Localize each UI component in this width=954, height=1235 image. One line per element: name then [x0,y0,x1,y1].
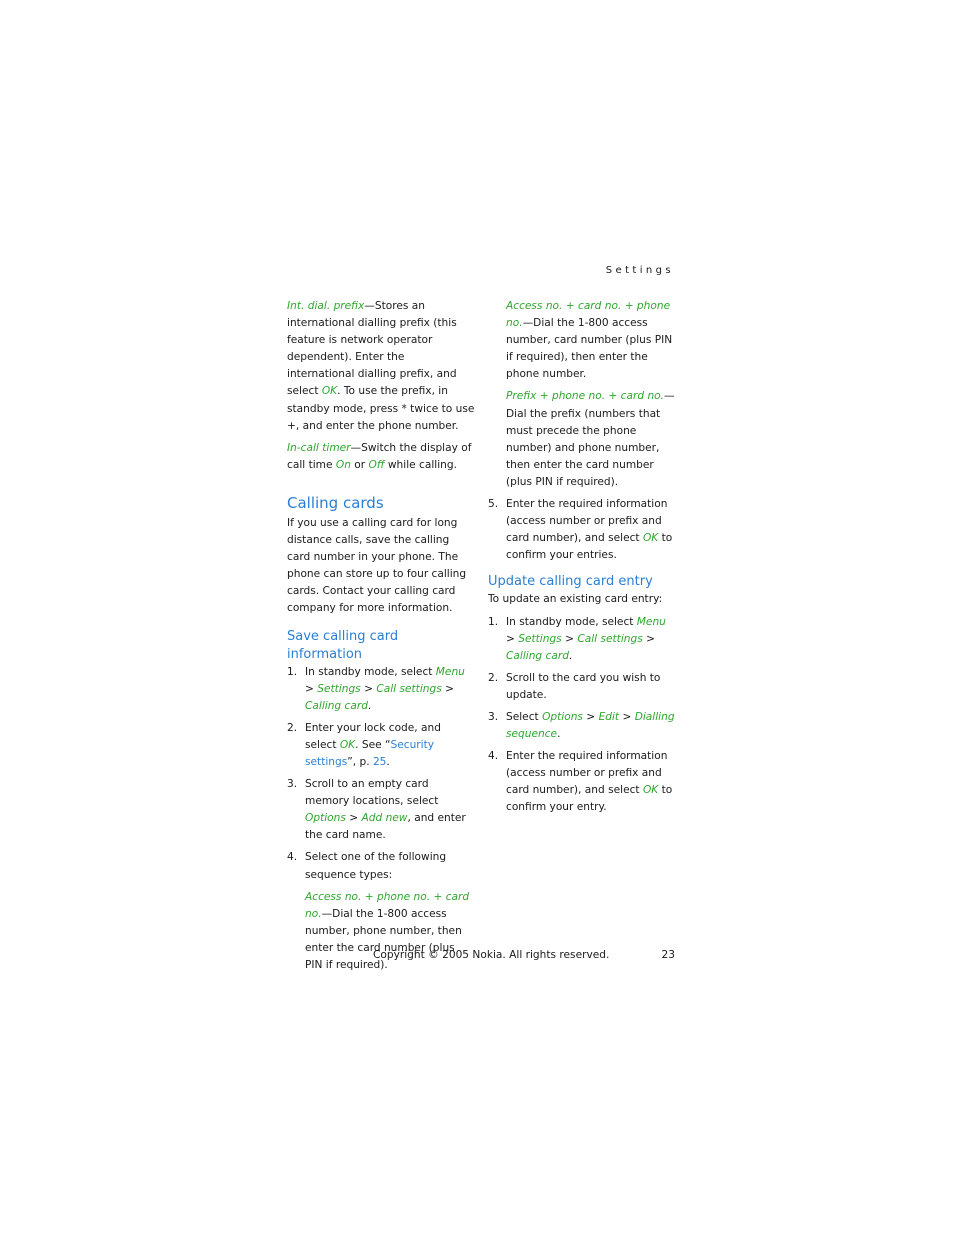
calling-cards-text: If you use a calling card for long distance calls, save the calling card number in your phone. The phone can store up to four calling cards. Contact your calling card company for more information. [287,516,467,615]
off-option: Off [368,458,385,471]
options-option: Options [305,812,346,825]
save-step-3: 3. Scroll to an empty card memory locations, select Options > Add new, and enter the card name. [287,778,466,842]
sequence-type-1: Access no. + phone no. + card no.—Dial the 1-800 access number, phone number, then enter the card number (plus PIN if required). [305,890,470,971]
save-step-4: 4. Select one of the following sequence types: [287,851,447,881]
update-calling-card-heading: Update calling card entry [488,574,653,590]
ok-option: OK [642,784,659,797]
page-number: 23 [661,949,675,961]
add-new-option: Add new [361,812,408,825]
sequence-1-term: Access no. + phone no. + card no. [305,890,470,920]
left-column [287,298,475,974]
on-option: On [335,458,351,471]
sequence-2-term: Access no. + card no. + phone no. [506,300,671,330]
copyright-notice: Copyright © 2005 Nokia. All rights reserved. [373,949,610,961]
ok-option: OK [339,738,356,751]
save-step-2: 2. Enter your lock code, and select OK. See “Security settings”, p. 25. [287,721,441,768]
settings-option: Settings [518,632,562,645]
calling-card-option: Calling card [305,699,368,712]
security-settings-link[interactable]: Security settings [305,738,435,768]
save-calling-card-heading: Save calling card information [287,628,399,662]
sequence-3-term: Prefix + phone no. + card no. [506,390,665,403]
update-step-1: 1. In standby mode, select Menu > Settings > Call settings > Calling card. [488,615,666,662]
running-head: Settings [605,265,674,276]
dialling-sequence-option: Dialling sequence [506,710,675,741]
call-settings-option: Call settings [577,632,643,645]
menu-option: Menu [636,615,666,628]
in-call-timer-term: In-call timer [287,441,351,454]
sequence-type-2: Access no. + card no. + phone no.—Dial the 1-800 access number, card number (plus PIN if required), then enter the phone number. [506,300,673,381]
int-dial-prefix-term: Int. dial. prefix [287,300,365,312]
update-step-2: 2. Scroll to the card you wish to update. [488,671,661,701]
page-25-link[interactable]: 25 [372,755,387,768]
calling-card-option: Calling card [506,649,569,662]
save-step-1: 1. In standby mode, select Menu > Settings > Call settings > Calling card. [287,665,465,712]
update-step-3: 3. Select Options > Edit > Dialling sequence. [488,710,675,741]
call-settings-option: Call settings [376,682,442,695]
in-call-timer-paragraph: In-call timer—Switch the display of call time On or Off while calling. [287,441,472,471]
ok-option: OK [321,385,338,398]
edit-option: Edit [598,710,620,723]
save-step-5: 5. Enter the required information (access number or prefix and card number), and select OK to confirm your entries. [488,498,673,562]
options-option: Options [542,710,583,723]
update-step-4: 4. Enter the required information (access number or prefix and card number), and select OK to confirm your entry. [488,750,673,814]
calling-cards-heading: Calling cards [287,493,384,512]
update-intro: To update an existing card entry: [488,593,663,606]
sequence-type-3: Prefix + phone no. + card no.—Dial the prefix (numbers that must precede the phone number) and phone number, then enter the card number (plus PIN if required). [506,390,675,488]
settings-option: Settings [317,682,361,695]
menu-option: Menu [435,665,465,678]
ok-option: OK [642,532,659,545]
right-column [488,298,678,817]
int-dial-prefix-paragraph: Int. dial. prefix—Stores an international dialling prefix (this feature is network operator dependent). Enter the international dialling prefix, and select OK. To use the prefix, in standby mode, press * twice to use +, and enter the phone number. [287,300,475,432]
